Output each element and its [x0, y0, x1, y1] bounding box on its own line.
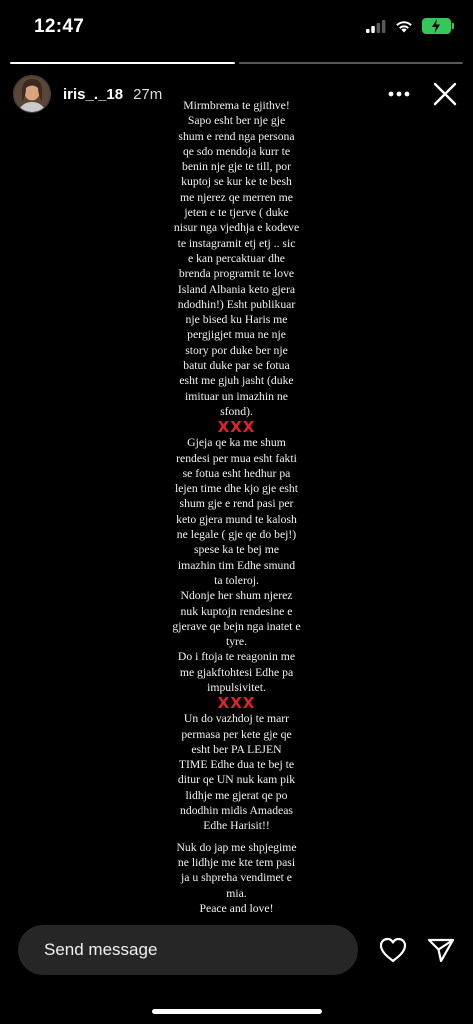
- story-line: qe sdo mendoja kurr te: [182, 144, 291, 158]
- story-line: shum gje e rend pasi per: [179, 497, 294, 511]
- story-line: TIME Edhe dua te bej te: [178, 758, 295, 772]
- battery-charging-icon: [422, 18, 451, 34]
- story-line: nisur nga vjedhja e kodeve: [173, 221, 300, 235]
- story-paragraph: [0, 435, 473, 695]
- message-input[interactable]: [42, 939, 336, 961]
- story-line: me gjakftohtesi Edhe pa: [179, 665, 294, 679]
- status-icons: [366, 18, 451, 34]
- more-horizontal-icon: [388, 91, 410, 97]
- story-line: story por duke ber nje: [185, 343, 288, 357]
- story-progress: [10, 62, 463, 64]
- username[interactable]: iris_._18: [63, 85, 124, 103]
- cellular-signal-icon: [366, 20, 386, 33]
- story-line: ne legale ( gje qe do bej!): [176, 528, 297, 542]
- story-line: ja u shpreha vendimet e: [181, 871, 292, 885]
- story-line: lidhje me gjerat qe po: [185, 788, 288, 802]
- story-line: Do i ftoja te reagonin me: [177, 650, 296, 664]
- progress-fill: [10, 62, 235, 64]
- story-line: mia.: [226, 886, 247, 900]
- send-message-field[interactable]: [18, 925, 358, 975]
- story-line: ndodhin!) Esht publikuar: [177, 297, 296, 311]
- story-line: kuptoj se kur ke te besh: [181, 175, 292, 189]
- story-line: shum e rend nga persona: [178, 129, 295, 143]
- story-line: impulsivitet.: [207, 680, 266, 694]
- wifi-icon: [395, 20, 413, 33]
- story-line: esht me gjuh jasht (duke: [179, 374, 294, 388]
- story-line: keto gjera mund te kalosh: [176, 512, 297, 526]
- story-line: ta toleroj.: [214, 573, 259, 587]
- share-button[interactable]: [426, 935, 456, 965]
- story-paragraph: [0, 840, 473, 916]
- story-line: Un do vazhdoj te marr: [183, 712, 290, 726]
- story-line: benin nje gje te till, por: [181, 160, 292, 174]
- story-line: me njerez qe merren me: [180, 190, 293, 204]
- story-line: gjerave qe bejn nga inatet e: [172, 619, 301, 633]
- story-line: se fotua esht hedhur pa: [182, 466, 291, 480]
- story-line: nuk kuptojn rendesine e: [180, 604, 293, 618]
- story-paragraph: [0, 98, 473, 419]
- story-line: ditur qe UN nuk kam pik: [177, 773, 296, 787]
- story-line: esht ber PA LEJEN: [191, 742, 282, 756]
- status-time: 12:47: [34, 16, 85, 37]
- story-line: spese ka te bej me: [193, 543, 280, 557]
- separator-xxx: XXX: [217, 694, 256, 713]
- story-line: imazhin tim Edhe smund: [177, 558, 296, 572]
- status-bar: [0, 0, 473, 56]
- story-line: Island Albania keto gjera: [177, 282, 296, 296]
- story-line: ndodhin midis Amadeas: [180, 804, 293, 818]
- progress-segment: [10, 62, 235, 64]
- story-paragraph: [0, 711, 473, 833]
- story-line: Peace and love!: [199, 901, 274, 915]
- story-line: ne lidhje me kte tem pasi: [177, 855, 296, 869]
- story-line: lejen time dhe kjo gje esht: [174, 482, 298, 496]
- story-line: Gjeja qe ka me shum: [187, 436, 286, 450]
- separator-xxx: XXX: [217, 418, 256, 437]
- story-line: imituar un imazhin ne: [185, 389, 288, 403]
- send-icon: [426, 935, 456, 965]
- story-line: nje bised ku Haris me: [185, 313, 288, 327]
- story-line: Mirmbrema te gjithve!: [183, 99, 290, 112]
- story-line: permasa per kete gje qe: [181, 727, 292, 741]
- story-line: e kan percaktuar dhe: [187, 251, 285, 265]
- progress-segment: [239, 62, 464, 64]
- story-line: te instagramit etj etj .. sic: [177, 236, 296, 250]
- story-line: batut duke par se fotua: [183, 359, 290, 373]
- story-line: tyre.: [225, 635, 248, 649]
- story-line: jeten e te tjerve ( duke: [184, 206, 289, 220]
- story-time: 27m: [133, 85, 163, 103]
- story-line: Edhe Harisit!!: [203, 819, 270, 833]
- story-line: Nuk do jap me shpjegime: [176, 840, 297, 854]
- story-line: brenda programit te love: [178, 267, 295, 281]
- story-line: sfond).: [220, 404, 253, 418]
- home-indicator: [152, 1009, 322, 1014]
- story-text: [0, 98, 473, 916]
- story-line: Ndonje her shum njerez: [180, 589, 293, 603]
- like-button[interactable]: [378, 935, 408, 965]
- story-line: rendesi per mua esht fakti: [176, 451, 297, 465]
- story-line: Sapo esht ber nje gje: [187, 114, 286, 128]
- heart-icon: [378, 935, 408, 965]
- story-line: pergjigjet mua ne nje: [187, 328, 286, 342]
